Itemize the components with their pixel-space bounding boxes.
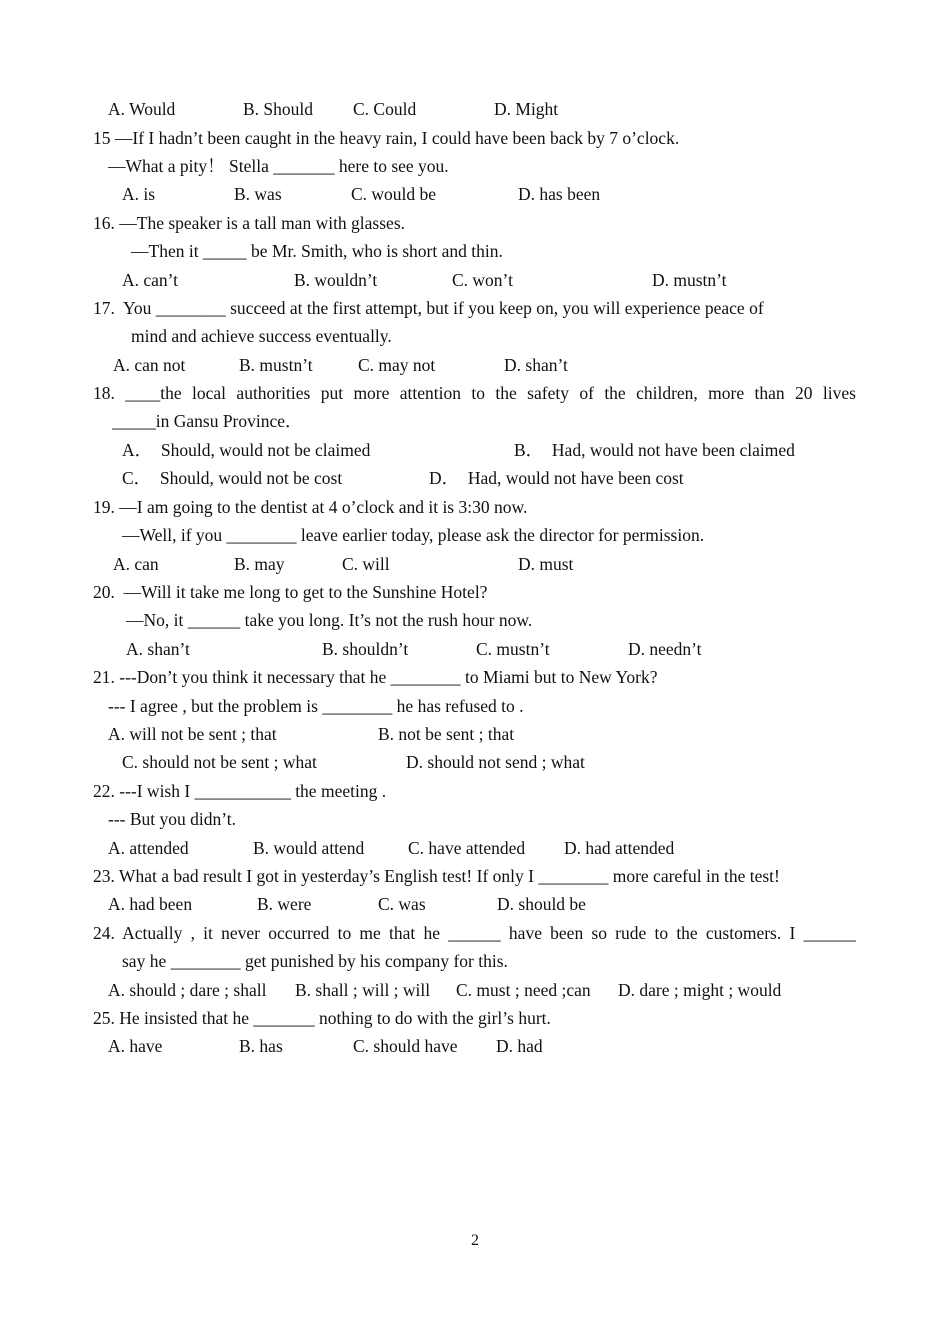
- q17-line-1: 17. You ________ succeed at the first attempt, but if you keep on, you will experience peace of: [93, 298, 764, 318]
- q16-option-d: D. mustn’t: [652, 270, 727, 290]
- q23-option-c: C. was: [378, 894, 426, 914]
- q18-option-c: C． Should, would not be cost: [122, 468, 343, 488]
- q15-line-2: —What a pity！ Stella _______ here to see you.: [108, 156, 449, 176]
- q17-option-a: A. can not: [113, 355, 186, 375]
- q22-option-d: D. had attended: [564, 838, 675, 858]
- q18-options-ab: [0, 439, 795, 461]
- q25-option-c: C. should have: [353, 1036, 458, 1056]
- q23-options: [0, 893, 586, 915]
- q24-option-c: C. must ; need ;can: [456, 980, 591, 1000]
- q15-options: [0, 183, 601, 205]
- q22-line-1: 22. ---I wish I ___________ the meeting .: [93, 781, 387, 801]
- q14-option-d: D. Might: [494, 99, 559, 119]
- q21-options-ab: [0, 723, 515, 745]
- q17-option-d: D. shan’t: [504, 355, 568, 375]
- q16-options: [0, 269, 727, 291]
- q16-option-a: A. can’t: [122, 270, 179, 290]
- q20-line-1: 20. —Will it take me long to get to the Sunshine Hotel?: [93, 582, 488, 602]
- q15-option-d: D. has been: [518, 184, 601, 204]
- q19-option-a: A. can: [113, 554, 159, 574]
- q20-line-2: —No, it ______ take you long. It’s not the rush hour now.: [126, 610, 533, 630]
- q19-options: [0, 553, 574, 575]
- q14-option-c: C. Could: [353, 99, 417, 119]
- q25-option-d: D. had: [496, 1036, 543, 1056]
- q19-line-2: —Well, if you ________ leave earlier today, please ask the director for permission.: [122, 525, 705, 545]
- q21-option-a: A. will not be sent ; that: [108, 724, 277, 744]
- q17-option-b: B. mustn’t: [239, 355, 313, 375]
- q21-option-c: C. should not be sent ; what: [122, 752, 317, 772]
- q19-option-b: B. may: [234, 554, 285, 574]
- q20-option-c: C. mustn’t: [476, 639, 550, 659]
- q22-line-2: --- But you didn’t.: [108, 809, 237, 829]
- q18-option-b: B． Had, would not have been claimed: [514, 440, 795, 460]
- q19-option-d: D. must: [518, 554, 574, 574]
- q22-option-a: A. attended: [108, 838, 189, 858]
- q19-option-c: C. will: [342, 554, 390, 574]
- q21-options-cd: [0, 751, 585, 773]
- q23-option-d: D. should be: [497, 894, 586, 914]
- q21-line-1: 21. ---Don’t you think it necessary that he ________ to Miami but to New York?: [93, 667, 658, 687]
- q16-line-2: —Then it _____ be Mr. Smith, who is short and thin.: [131, 241, 503, 261]
- q15-line-1: 15 —If I hadn’t been caught in the heavy rain, I could have been back by 7 o’clock.: [93, 128, 680, 148]
- q24-option-d: D. dare ; might ; would: [618, 980, 782, 1000]
- q24-option-b: B. shall ; will ; will: [295, 980, 431, 1000]
- q25-options: [0, 1035, 543, 1057]
- q22-option-c: C. have attended: [408, 838, 526, 858]
- q18-option-a: A． Should, would not be claimed: [122, 440, 371, 460]
- q16-line-1: 16. —The speaker is a tall man with glasses.: [93, 213, 406, 233]
- q20-options: [0, 638, 702, 660]
- q15-option-c: C. would be: [351, 184, 437, 204]
- q24-line-1: 24. Actually , it never occurred to me that he ______ have been so rude to the customers. I ______: [93, 923, 856, 943]
- q21-option-d: D. should not send ; what: [406, 752, 585, 772]
- q20-option-b: B. shouldn’t: [322, 639, 409, 659]
- q17-options: [0, 354, 568, 376]
- q15-option-a: A. is: [122, 184, 156, 204]
- q25-option-a: A. have: [108, 1036, 163, 1056]
- q18-option-d: D． Had, would not have been cost: [429, 468, 684, 488]
- q22-option-b: B. would attend: [253, 838, 365, 858]
- q20-option-d: D. needn’t: [628, 639, 702, 659]
- q21-line-2: --- I agree , but the problem is ________ he has refused to .: [108, 696, 524, 716]
- q23-line-1: 23. What a bad result I got in yesterday’s English test! If only I ________ more careful in the test!: [93, 866, 780, 886]
- q18-options-cd: [0, 467, 684, 489]
- q21-option-b: B. not be sent ; that: [378, 724, 515, 744]
- q16-option-b: B. wouldn’t: [294, 270, 378, 290]
- q22-options: [0, 837, 675, 859]
- q15-option-b: B. was: [234, 184, 282, 204]
- q24-line-2: say he ________ get punished by his company for this.: [122, 951, 508, 971]
- q23-option-a: A. had been: [108, 894, 193, 914]
- page-number: 2: [471, 1232, 479, 1249]
- q18-line-2: _____in Gansu Province．: [112, 411, 303, 431]
- q17-option-c: C. may not: [358, 355, 436, 375]
- q14-option-a: A. Would: [108, 99, 176, 119]
- q25-line-1: 25. He insisted that he _______ nothing to do with the girl’s hurt.: [93, 1008, 551, 1028]
- q20-option-a: A. shan’t: [126, 639, 190, 659]
- q23-option-b: B. were: [257, 894, 312, 914]
- q19-line-1: 19. —I am going to the dentist at 4 o’clock and it is 3:30 now.: [93, 497, 528, 517]
- q16-option-c: C. won’t: [452, 270, 513, 290]
- q24-option-a: A. should ; dare ; shall: [108, 980, 267, 1000]
- q25-option-b: B. has: [239, 1036, 283, 1056]
- q17-line-2: mind and achieve success eventually.: [131, 326, 392, 346]
- q18-line-1: 18. ____the local authorities put more attention to the safety of the children, more than 20 lives: [93, 383, 856, 403]
- q24-options: [0, 979, 782, 1001]
- q14-option-b: B. Should: [243, 99, 314, 119]
- q14-options: [0, 98, 559, 120]
